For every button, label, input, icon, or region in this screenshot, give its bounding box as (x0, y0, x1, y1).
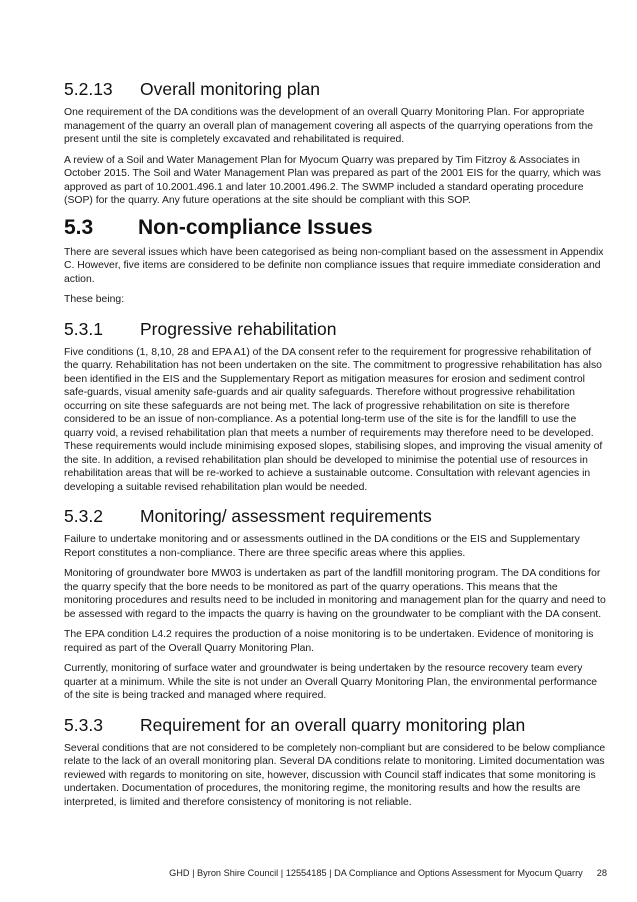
section-5-3-heading (64, 215, 607, 241)
paragraph: Several conditions that are not considered to be completely non-compliant but are considered to be below compliance relate to the lack of an overall monitoring plan. Several DA conditions relate to monitoring. Limited documentation was reviewed with regards to monitoring on site, however, discussion with Council staff indicates that some monitoring is undertaken. Documentation of procedures, the monitoring regime, the monitoring results and how the results are interpreted, is limited and therefore consistency of monitoring is not reliable. (64, 742, 606, 808)
paragraph: A review of a Soil and Water Management Plan for Myocum Quarry was prepared by Tim Fitzroy & Associates in October 2015. The Soil and Water Management Plan was prepared as part of the 2001 EIS for the quarry, which was approved as part of 10.2001.496.1 and later 10.2001.496.2. The SWMP included a standard operating procedure (SOP) for the quarry. Any future operations at the site should be compliant with this SOP. (64, 154, 601, 206)
section-number: 5.2.13 (64, 79, 113, 99)
document-page (64, 78, 607, 816)
footer-text: GHD | Byron Shire Council | 12554185 | DA Compliance and Options Assessment for Myocum Quarry (169, 868, 583, 878)
paragraph: The EPA condition L4.2 requires the production of a noise monitoring is to be undertaken. Evidence of monitoring is required as part of the Overall Quarry Monitoring Plan. (64, 629, 594, 654)
page-footer (169, 868, 607, 878)
section-5-2-13-heading (64, 78, 607, 100)
section-5-3-2-heading (64, 505, 607, 527)
section-5-3-1-heading (64, 318, 607, 340)
paragraph: These being: (64, 294, 125, 305)
section-title: Progressive rehabilitation (140, 318, 337, 339)
section-title: Monitoring/ assessment requirements (140, 506, 432, 526)
section-number: 5.3.3 (64, 714, 103, 735)
paragraph: Five conditions (1, 8,10, 28 and EPA A1) of the DA consent refer to the requirement for progressive rehabilitation of the quarry. Rehabilitation has not been undertaken on the site. The commitment to progressive rehabilitation has also been identified in the EIS and the Supplementary Report as mitigation measures for erosion and sediment control safe-guards, visual amenity safe-guards and air quality safeguards. Therefore without progressive rehabilitation occurring on site these safeguards are not being met. The lack of progressive rehabilitation on site is therefore considered to be an issue of non-compliance. As a potential long-term use of the site is for the landfill to use the quarry void, a revised rehabilitation plan that meets a number of requirements may therefore need to be developed. These requirements would include minimising exposed slopes, stabilising slopes, and improving the visual amenity of the site. In addition, a revised rehabilitation plan should be developed to minimise the potential use of resources in rehabilitation areas that will be re-worked to achieve a sustainable outcome. Consultation with relevant agencies in developing a suitable revised rehabilitation plan would be needed. (64, 346, 603, 493)
paragraph: Currently, monitoring of surface water and groundwater is being undertaken by the resource recovery team every quarter at a minimum. While the site is not under an Overall Quarry Monitoring Plan, the environmental performance of the site is being tracked and managed where required. (64, 663, 598, 701)
section-number: 5.3.2 (64, 506, 103, 526)
paragraph: There are several issues which have been categorised as being non-compliant based on the assessment in Appendix C. However, five items are considered to be definite non compliance issues that require immediate consideration and action. (64, 246, 604, 285)
section-title: Overall monitoring plan (140, 79, 320, 99)
paragraph: One requirement of the DA conditions was the development of an overall Quarry Monitoring Plan. For appropriate management of the quarry an overall plan of management covering all aspects of the quarrying operations from the present until the site is completely excavated and rehabilitated is required. (64, 107, 594, 145)
page-number: 28 (596, 868, 607, 878)
paragraph: Failure to undertake monitoring and or assessments outlined in the DA conditions or the EIS and Supplementary Report constitutes a non-compliance. There are three specific areas where this applies. (64, 534, 580, 559)
section-title: Non-compliance Issues (138, 215, 373, 239)
section-title: Requirement for an overall quarry monitoring plan (140, 714, 526, 735)
paragraph: Monitoring of groundwater bore MW03 is undertaken as part of the landfill monitoring program. The DA conditions for the quarry specify that the bore needs to be monitored as part of the quarry operations. This means that the monitoring procedures and results need to be included in monitoring and management plan for the quarry and need to be assessed with regard to the impacts the quarry is having on the groundwater to be compliant with the DA consent. (64, 568, 606, 620)
section-5-3-3-heading (64, 714, 607, 736)
section-number: 5.3.1 (64, 318, 103, 339)
section-number: 5.3 (64, 215, 94, 239)
